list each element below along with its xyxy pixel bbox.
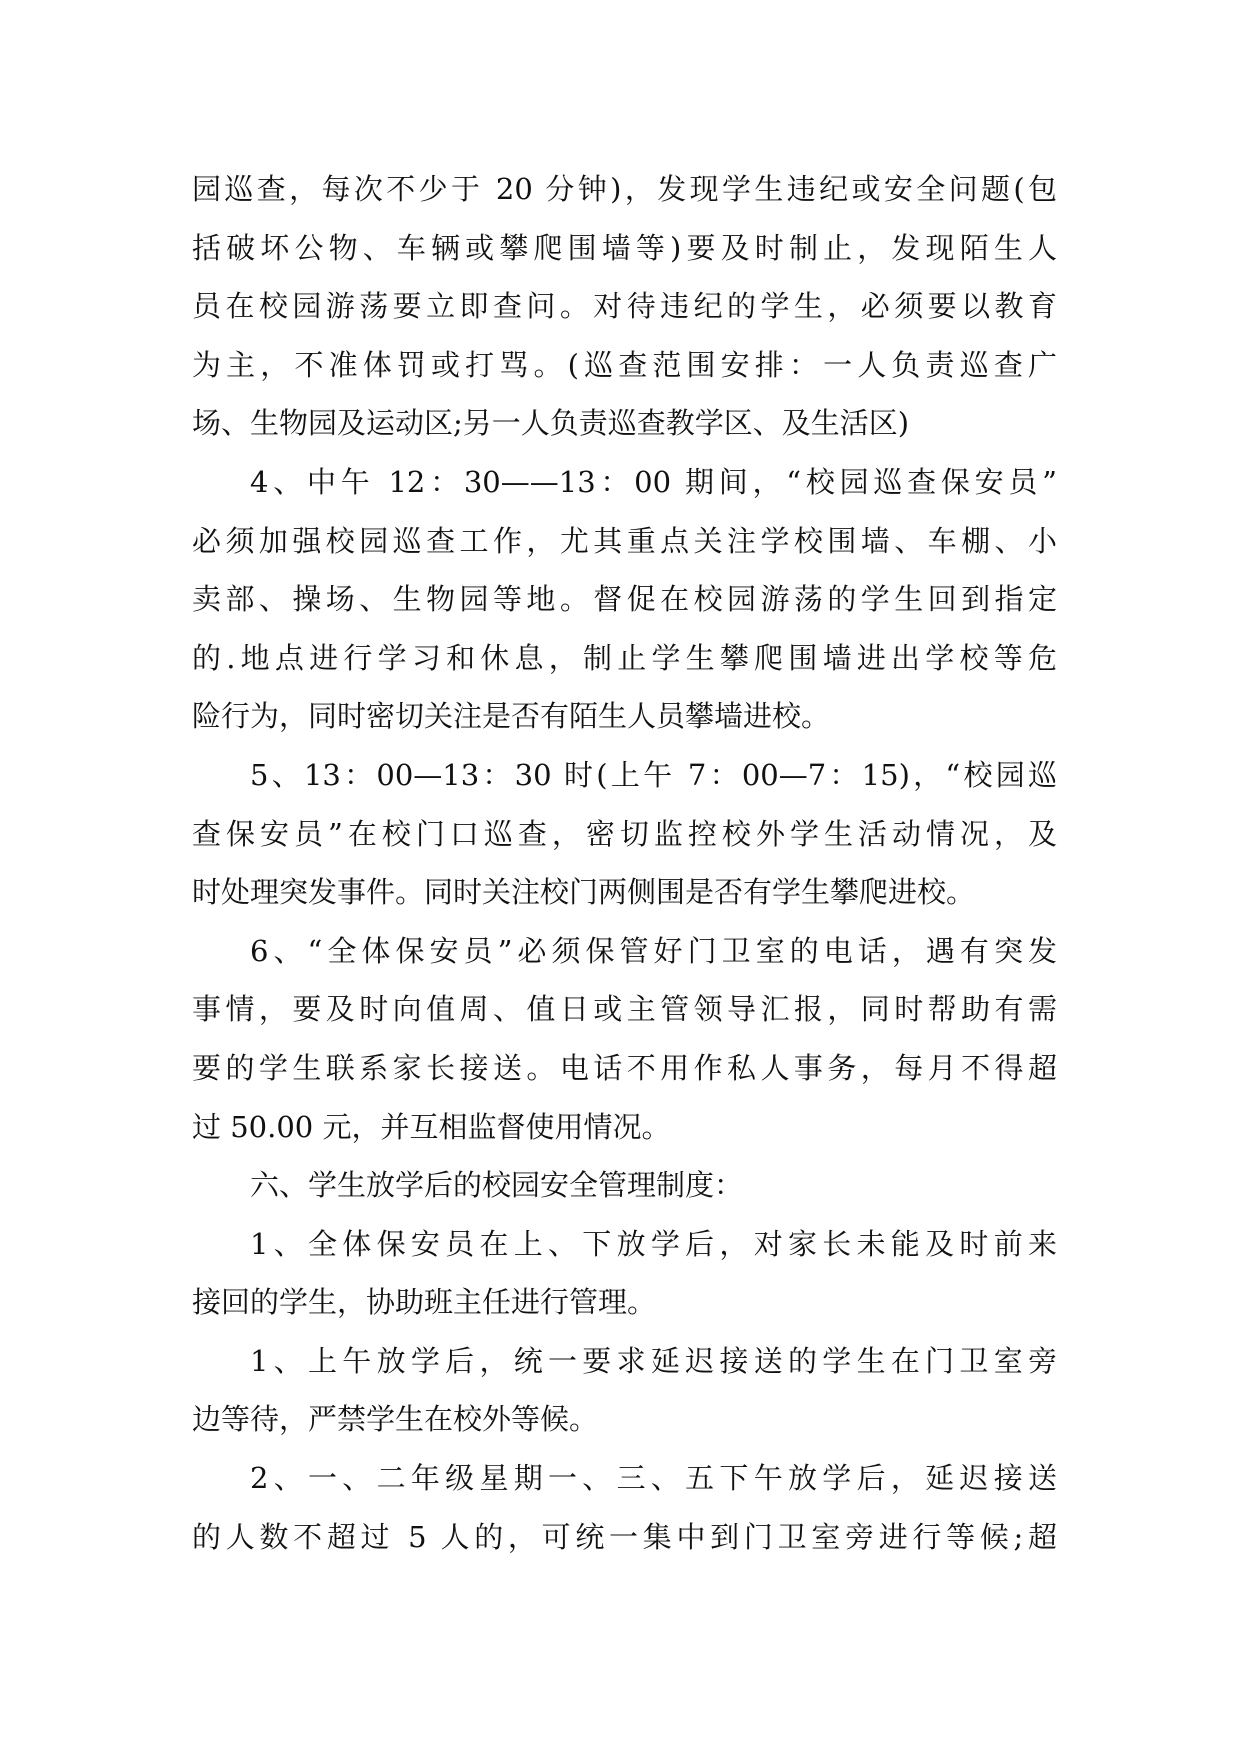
text-line: 查保安员”在校门口巡查，密切监控校外学生活动情况，及 bbox=[192, 816, 1057, 851]
text-line: 5、13：00—13：30 时(上午 7：00—7：15)，“校园巡 bbox=[250, 757, 1057, 792]
text-line: 6、“全体保安员”必须保管好门卫室的电话，遇有突发 bbox=[250, 933, 1057, 968]
text-line: 的.地点进行学习和休息，制止学生攀爬围墙进出学校等危 bbox=[192, 640, 1057, 675]
text-line: 接回的学生，协助班主任进行管理。 bbox=[192, 1285, 657, 1320]
text-line: 括破坏公物、车辆或攀爬围墙等)要及时制止，发现陌生人 bbox=[192, 230, 1057, 265]
text-line: 的人数不超过 5 人的，可统一集中到门卫室旁进行等候;超 bbox=[192, 1519, 1057, 1554]
text-line: 险行为，同时密切关注是否有陌生人员攀墙进校。 bbox=[192, 699, 831, 734]
text-line: 1、全体保安员在上、下放学后，对家长未能及时前来 bbox=[250, 1226, 1057, 1261]
text-line: 为主，不准体罚或打骂。(巡查范围安排：一人负责巡查广 bbox=[192, 347, 1057, 382]
text-line: 园巡查，每次不少于 20 分钟)，发现学生违纪或安全问题(包 bbox=[192, 172, 1057, 206]
text-line: 要的学生联系家长接送。电话不用作私人事务，每月不得超 bbox=[192, 1050, 1057, 1085]
text-line: 卖部、操场、生物园等地。督促在校园游荡的学生回到指定 bbox=[192, 582, 1057, 617]
text-line: 2、一、二年级星期一、三、五下午放学后，延迟接送 bbox=[250, 1461, 1057, 1496]
text-line: 必须加强校园巡查工作，尤其重点关注学校围墙、车棚、小 bbox=[192, 523, 1057, 558]
document-body bbox=[192, 160, 1057, 1566]
text-line: 1、上午放学后，统一要求延迟接送的学生在门卫室旁 bbox=[250, 1343, 1057, 1378]
text-line: 时处理突发事件。同时关注校门两侧围是否有学生攀爬进校。 bbox=[192, 875, 976, 910]
text-line: 过 50.00 元，并互相监督使用情况。 bbox=[192, 1109, 671, 1144]
text-line: 边等待，严禁学生在校外等候。 bbox=[192, 1402, 599, 1437]
text-line: 场、生物园及运动区;另一人负责巡查教学区、及生活区) bbox=[192, 406, 910, 441]
text-line: 事情，要及时向值周、值日或主管领导汇报，同时帮助有需 bbox=[192, 992, 1057, 1027]
text-line: 4、中午 12：30——13：00 期间，“校园巡查保安员” bbox=[250, 464, 1057, 499]
section-heading: 六、学生放学后的校园安全管理制度： bbox=[250, 1168, 744, 1203]
text-line: 员在校园游荡要立即查问。对待违纪的学生，必须要以教育 bbox=[192, 289, 1057, 324]
